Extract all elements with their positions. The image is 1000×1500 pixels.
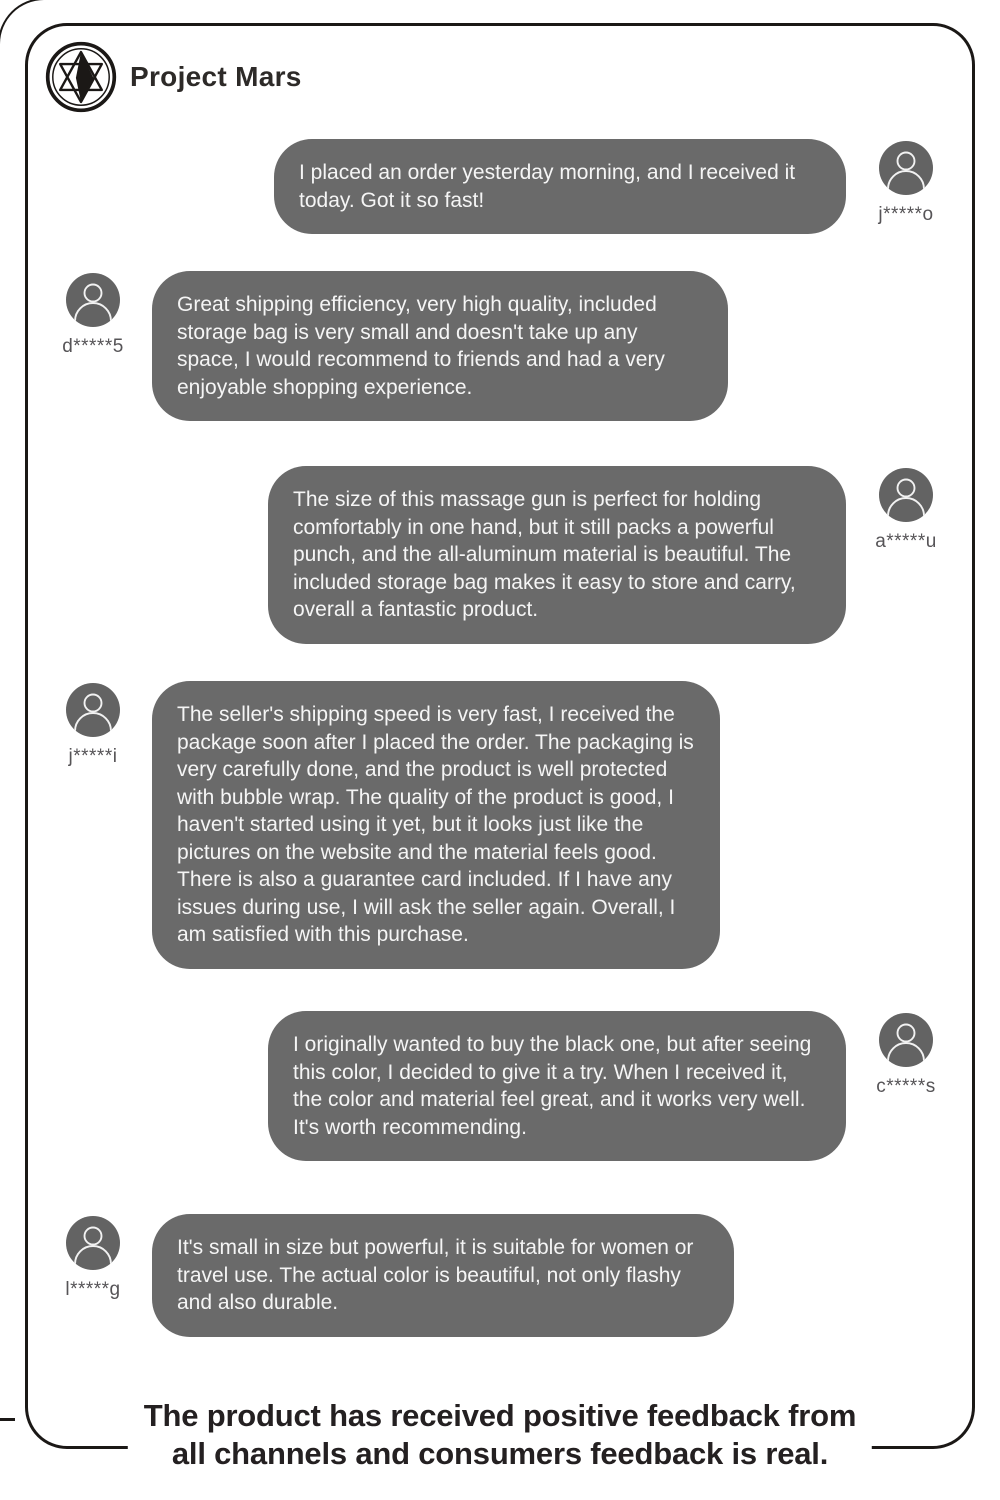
message-bubble: I placed an order yesterday morning, and I received it today. Got it so fast! [274, 139, 846, 234]
brand-name: Project Mars [130, 61, 302, 92]
message-row [51, 271, 728, 421]
avatar-column [864, 1013, 948, 1098]
person-icon [66, 683, 120, 737]
avatar [66, 1216, 120, 1270]
message-row [268, 466, 948, 644]
person-icon [66, 273, 120, 327]
username: j*****i [68, 746, 118, 767]
avatar-column [51, 273, 135, 358]
username: c*****s [876, 1076, 936, 1097]
person-icon [66, 1216, 120, 1270]
avatar [879, 468, 933, 522]
message-row [274, 139, 948, 234]
username: a*****u [875, 531, 937, 552]
footer-line-2: all channels and consumers feedback is real. [171, 1435, 829, 1471]
message-row [51, 681, 720, 969]
message-row [268, 1011, 948, 1161]
avatar [879, 141, 933, 195]
message-bubble: I originally wanted to buy the black one, but after seeing this color, I decided to give it a try. When I received it, the color and material feel great, and it works very well. It's worth recommending. [268, 1011, 846, 1161]
avatar [66, 683, 120, 737]
message-bubble: It's small in size but powerful, it is suitable for women or travel use. The actual color is beautiful, not only flashy and also durable. [152, 1214, 734, 1337]
avatar-column [864, 468, 948, 553]
message-bubble: Great shipping efficiency, very high quality, included storage bag is very small and doesn't take up any space, I would recommend to friends and had a very enjoyable shopping experience. [152, 271, 728, 421]
message-row [51, 1214, 734, 1337]
avatar-column [51, 1216, 135, 1301]
avatar-column [864, 141, 948, 226]
outer-card-corner-arc [0, 0, 46, 46]
avatar [66, 273, 120, 327]
footer-headline [128, 1397, 872, 1472]
username: j*****o [878, 204, 934, 225]
username: d*****5 [62, 336, 124, 357]
outer-card-edge-tick [0, 1418, 15, 1421]
message-bubble: The seller's shipping speed is very fast, I received the package soon after I placed the order. The packaging is very carefully done, and the product is well protected with bubble wrap. The quality of the product is good, I haven't started using it yet, but it looks just like the pictures on the website and the material feels good. There is also a guarantee card included. If I have any issues during use, I will ask the seller again. Overall, I am satisfied with this purchase. [152, 681, 720, 969]
message-bubble: The size of this massage gun is perfect for holding comfortably in one hand, but it still packs a powerful punch, and the all-aluminum material is beautiful. The included storage bag makes it easy to store and carry, overall a fantastic product. [268, 466, 846, 644]
person-icon [879, 1013, 933, 1067]
person-icon [879, 141, 933, 195]
header [44, 40, 302, 114]
avatar-column [51, 683, 135, 768]
avatar [879, 1013, 933, 1067]
person-icon [879, 468, 933, 522]
star-emblem-icon [44, 40, 118, 114]
footer-line-1: The product has received positive feedback from [143, 1398, 857, 1433]
username: l*****g [65, 1279, 121, 1300]
